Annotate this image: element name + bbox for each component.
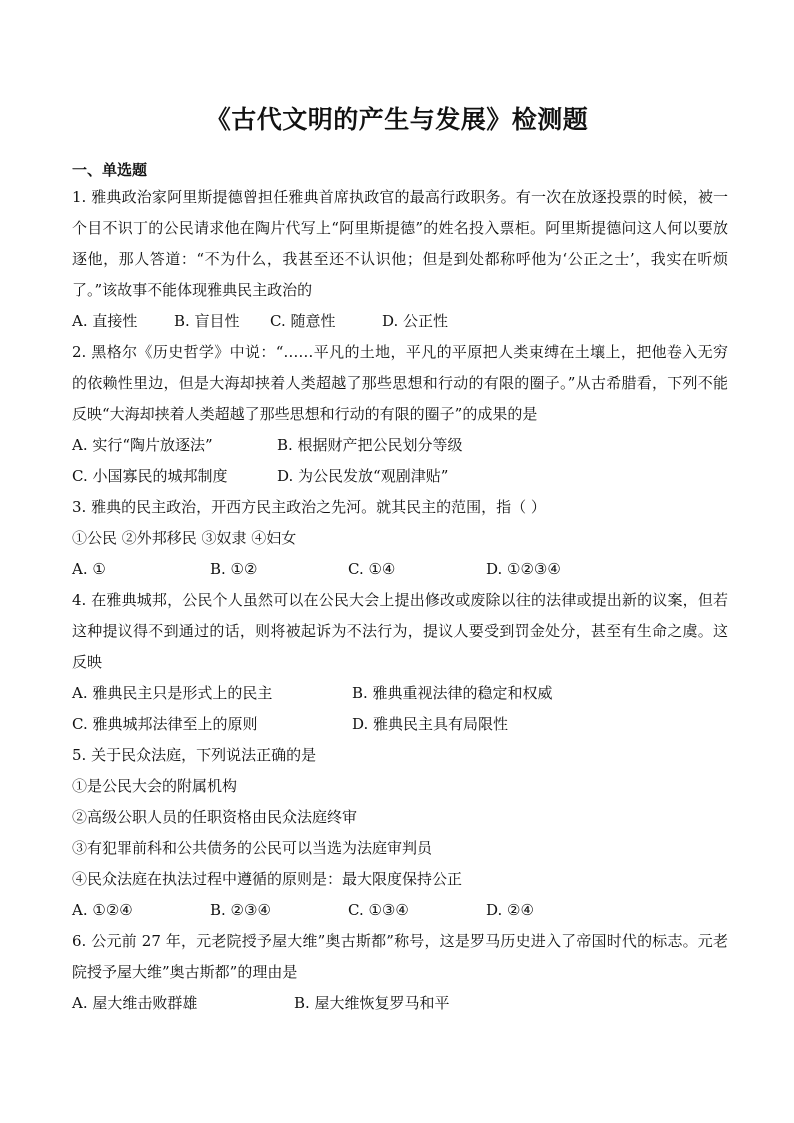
option-c: C. 雅典城邦法律至上的原则 — [72, 715, 258, 733]
question-stem: 1. 雅典政治家阿里斯提德曾担任雅典首席执政官的最高行政职务。有一次在放逐投票的时候，被一个目不识丁的公民请求他在陶片代写上“阿里斯提德”的姓名投入票柜。阿里斯提德问这人何以要放逐他，那人答道：“不为什么，我甚至还不认识他；但是到处都称呼他为‘公正之士’，我实在听烦了。”该故事不能体现雅典民主政治的 — [72, 188, 728, 299]
option-d: D. ②④ — [486, 901, 534, 919]
option-a: A. ①②④ — [72, 901, 133, 919]
option-d: D. 为公民发放“观剧津贴” — [277, 467, 449, 485]
question-item: ③有犯罪前科和公共债务的公民可以当选为法庭审判员 — [72, 839, 433, 857]
question-options — [72, 709, 728, 740]
question-stem: 5. 关于民众法庭，下列说法正确的是 — [72, 746, 317, 764]
option-c: C. ①④ — [348, 560, 396, 578]
question-item: ①公民 ②外邦移民 ③奴隶 ④妇女 — [72, 529, 297, 547]
option-a: A. ① — [72, 560, 106, 578]
question-stem: 6. 公元前 27 年，元老院授予屋大维”奥古斯都”称号，这是罗马历史进入了帝国时代的标志。元老院授予屋大维”奥古斯都”的理由是 — [72, 932, 728, 981]
question-options — [72, 430, 728, 461]
option-b: B. ②③④ — [210, 901, 271, 919]
option-d: D. ①②③④ — [486, 560, 561, 578]
question-4 — [72, 585, 728, 740]
question-stem: 3. 雅典的民主政治，开西方民主政治之先河。就其民主的范围，指（ ） — [72, 498, 546, 516]
question-options — [72, 895, 728, 926]
section-heading: 一、单选题 — [72, 161, 148, 179]
option-b: B. ①② — [210, 560, 258, 578]
option-c: C. ①③④ — [348, 901, 409, 919]
document-body — [72, 158, 728, 1019]
question-3 — [72, 492, 728, 585]
question-item: ②高级公职人员的任职资格由民众法庭终审 — [72, 808, 358, 826]
option-a: A. 实行“陶片放逐法” — [72, 436, 213, 454]
page-title: 《古代文明的产生与发展》检测题 — [205, 105, 589, 134]
question-options — [72, 554, 728, 585]
question-options — [72, 988, 728, 1019]
question-options — [72, 678, 728, 709]
question-item: ④民众法庭在执法过程中遵循的原则是：最大限度保持公正 — [72, 870, 463, 888]
option-b: B. 根据财产把公民划分等级 — [277, 436, 463, 454]
option-b: B. 雅典重视法律的稳定和权威 — [352, 684, 553, 702]
question-5 — [72, 740, 728, 926]
option-d: D. 雅典民主具有局限性 — [352, 715, 509, 733]
question-1 — [72, 182, 728, 337]
option-a: A. 屋大维击败群雄 — [72, 994, 198, 1012]
option-c: C. 随意性 — [270, 312, 336, 330]
option-b: B. 屋大维恢复罗马和平 — [294, 994, 450, 1012]
option-a: A. 直接性 — [72, 312, 138, 330]
question-stem: 2. 黑格尔《历史哲学》中说：“……平凡的土地，平凡的平原把人类束缚在土壤上，把他卷入无穷的依赖性里边，但是大海却挟着人类超越了那些思想和行动的有限的圈子。”从古希腊看，下列不能反映“大海却挟着人类超越了那些思想和行动的有限的圈子”的成果的是 — [72, 343, 728, 423]
question-options — [72, 306, 728, 337]
option-c: C. 小国寡民的城邦制度 — [72, 467, 228, 485]
option-d: D. 公正性 — [382, 312, 449, 330]
question-stem: 4. 在雅典城邦，公民个人虽然可以在公民大会上提出修改或废除以往的法律或提出新的议案，但若这种提议得不到通过的话，则将被起诉为不法行为，提议人要受到罚金处分，甚至有生命之虞。这反映 — [72, 591, 728, 671]
option-a: A. 雅典民主只是形式上的民主 — [72, 684, 273, 702]
question-options — [72, 461, 728, 492]
question-item: ①是公民大会的附属机构 — [72, 777, 238, 795]
question-6 — [72, 926, 728, 1019]
question-2 — [72, 337, 728, 492]
option-b: B. 盲目性 — [174, 312, 240, 330]
